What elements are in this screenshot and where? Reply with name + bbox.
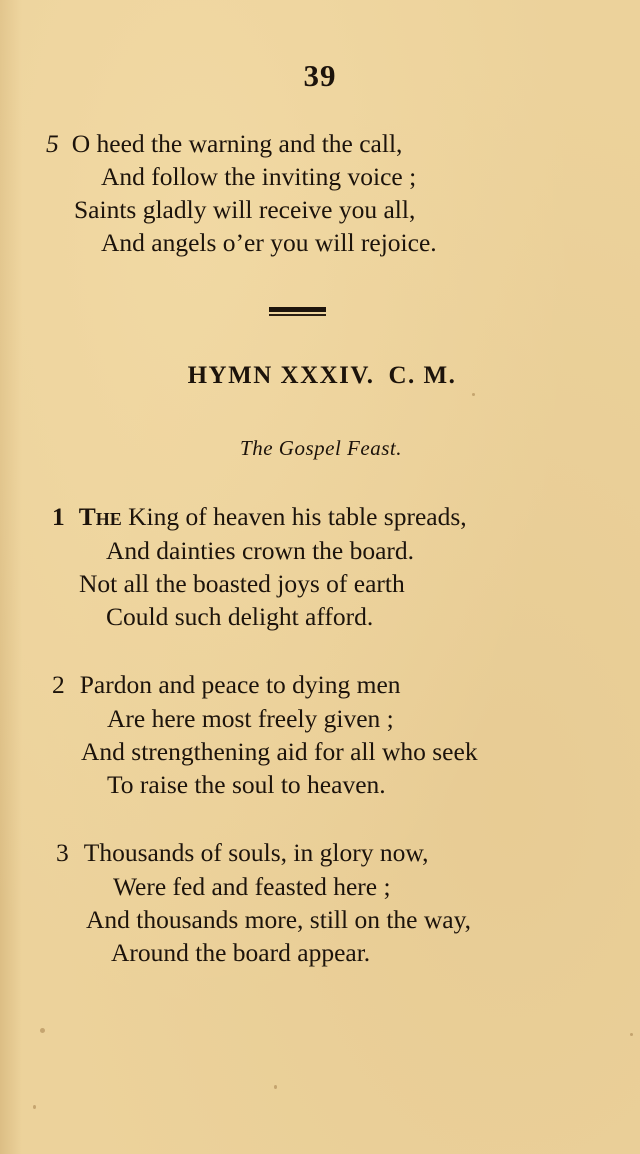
stanza-line	[46, 128, 402, 160]
stanza-line-text: King of heaven his table spreads,	[121, 502, 467, 531]
stanza-line: Could such delight afford.	[106, 602, 374, 631]
stanza-line: And thousands more, still on the way,	[86, 905, 472, 934]
stanza-line: Are here most freely given ;	[107, 704, 394, 733]
paper-speck	[33, 1105, 36, 1109]
paper-speck	[40, 1028, 45, 1033]
first-word-smallcaps: The	[78, 502, 122, 531]
stanza-line: Were fed and feasted here ;	[113, 872, 391, 901]
stanza-line	[52, 669, 401, 701]
stanza-line-text: Pardon and peace to dying men	[79, 670, 401, 699]
stanza-line: Saints gladly will receive you all,	[74, 195, 416, 224]
divider-thick-line	[269, 307, 326, 312]
divider-thin-line	[269, 314, 326, 316]
paper-speck	[274, 1085, 277, 1089]
stanza-number: 2	[52, 670, 65, 699]
hymn-number: HYMN XXXIV.	[187, 362, 375, 389]
stanza-line: Not all the boasted joys of earth	[79, 569, 405, 598]
stanza-line: And strengthening aid for all who seek	[81, 737, 478, 766]
paper-speck	[472, 393, 475, 396]
stanza-line: Around the board appear.	[111, 938, 371, 967]
hymn-subtitle: The Gospel Feast.	[240, 436, 402, 460]
stanza-line: And follow the inviting voice ;	[101, 162, 417, 191]
stanza-line-text: O heed the warning and the call,	[71, 129, 403, 158]
stanza-number: 5	[46, 129, 59, 158]
stanza-line	[52, 501, 467, 533]
stanza-number: 1	[52, 502, 65, 531]
hymn-title	[0, 362, 640, 390]
paper-speck	[630, 1033, 633, 1036]
stanza-line-text: Thousands of souls, in glory now,	[83, 838, 429, 867]
section-divider-rule	[269, 307, 326, 316]
stanza-line	[56, 837, 428, 869]
stanza-line: And angels o’er you will rejoice.	[101, 228, 437, 257]
stanza-line: And dainties crown the board.	[106, 536, 415, 565]
page-number: 39	[303, 58, 337, 93]
stanza-number: 3	[56, 838, 69, 867]
hymn-meter: C. M.	[388, 362, 457, 389]
stanza-line: To raise the soul to heaven.	[107, 770, 386, 799]
